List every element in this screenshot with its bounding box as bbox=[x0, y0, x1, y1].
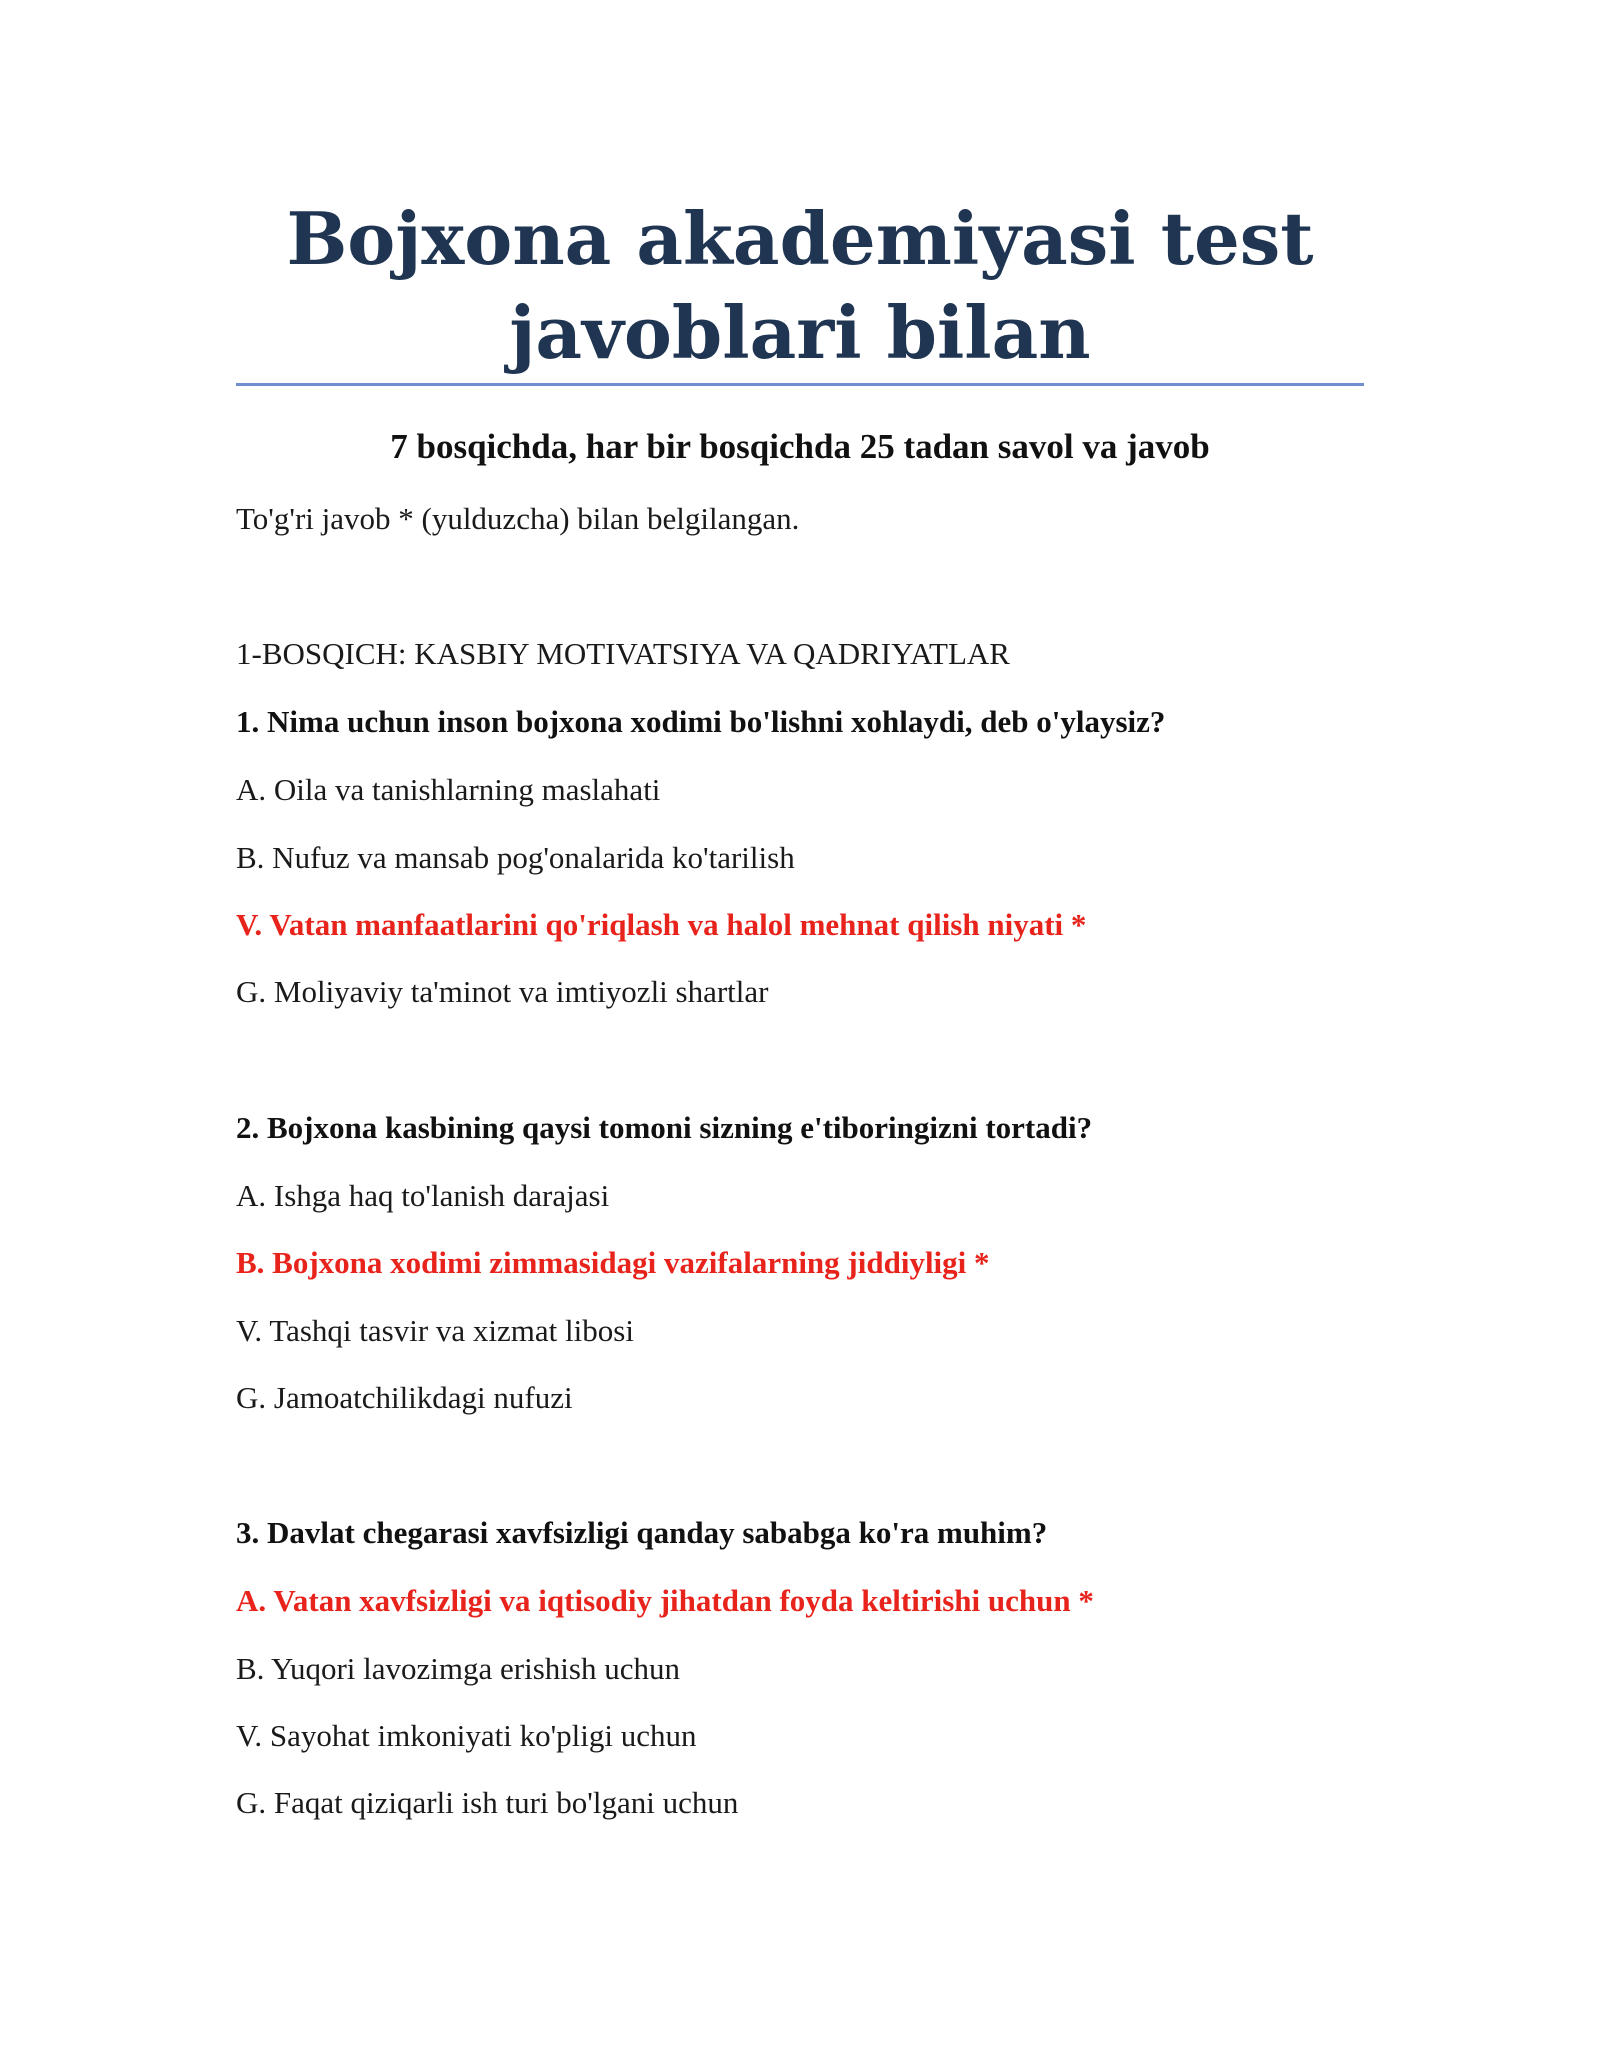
question-1-option-g: G. Moliyaviy ta'minot va imtiyozli shartlar bbox=[236, 974, 769, 1009]
question-2-option-b-correct: B. Bojxona xodimi zimmasidagi vazifalarning jiddiyligi * bbox=[236, 1245, 990, 1280]
question-1-option-b: B. Nufuz va mansab pog'onalarida ko'tarilish bbox=[236, 840, 795, 875]
question-1: 1. Nima uchun inson bojxona xodimi bo'lishni xohlaydi, deb o'ylaysiz? bbox=[236, 704, 1166, 739]
question-3: 3. Davlat chegarasi xavfsizligi qanday sababga ko'ra muhim? bbox=[236, 1515, 1048, 1550]
question-2-option-a: A. Ishga haq to'lanish darajasi bbox=[236, 1178, 610, 1213]
question-3-option-a-correct: A. Vatan xavfsizligi va iqtisodiy jihatdan foyda keltirishi uchun * bbox=[236, 1583, 1094, 1618]
title-underline bbox=[236, 383, 1364, 386]
title-line-2: javoblari bilan bbox=[509, 290, 1091, 375]
title-line-1: Bojxona akademiyasi test bbox=[286, 196, 1314, 281]
question-2-option-g: G. Jamoatchilikdagi nufuzi bbox=[236, 1380, 573, 1415]
document-subtitle: 7 bosqichda, har bir bosqichda 25 tadan savol va javob bbox=[390, 427, 1210, 466]
question-3-option-v: V. Sayohat imkoniyati ko'pligi uchun bbox=[236, 1718, 697, 1753]
question-2: 2. Bojxona kasbining qaysi tomoni sizning e'tiboringizni tortadi? bbox=[236, 1110, 1093, 1145]
question-1-option-a: A. Oila va tanishlarning maslahati bbox=[236, 772, 661, 807]
question-3-option-b: B. Yuqori lavozimga erishish uchun bbox=[236, 1651, 680, 1686]
answer-key-note: To'g'ri javob * (yulduzcha) bilan belgilangan. bbox=[236, 501, 800, 536]
question-3-option-g: G. Faqat qiziqarli ish turi bo'lgani uchun bbox=[236, 1785, 739, 1820]
question-2-option-v: V. Tashqi tasvir va xizmat libosi bbox=[236, 1313, 634, 1348]
question-1-option-v-correct: V. Vatan manfaatlarini qo'riqlash va halol mehnat qilish niyati * bbox=[236, 907, 1087, 942]
section-heading: 1-BOSQICH: KASBIY MOTIVATSIYA VA QADRIYATLAR bbox=[236, 636, 1010, 671]
document-title bbox=[236, 192, 1364, 380]
